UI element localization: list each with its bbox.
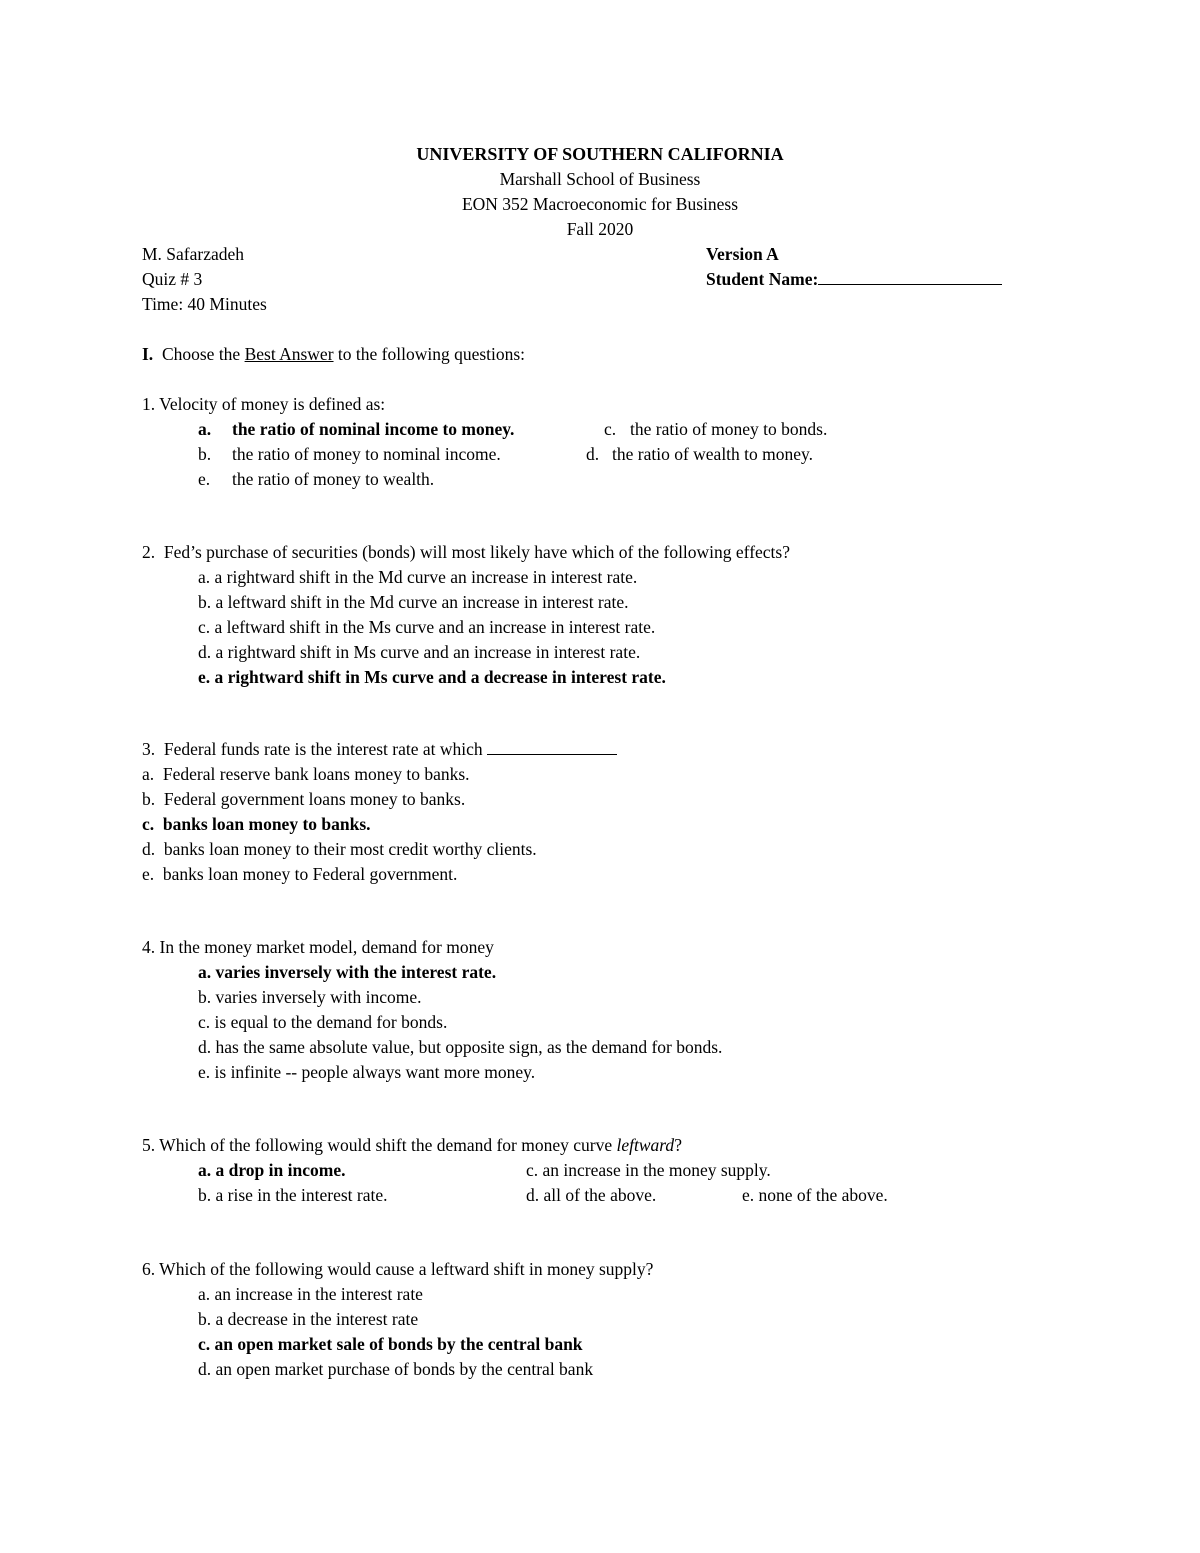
q2-option-b: b. a leftward shift in the Md curve an increase in interest rate.: [198, 592, 629, 612]
q1-option-a: the ratio of nominal income to money.: [232, 419, 515, 439]
time-limit: Time: 40 Minutes: [142, 294, 267, 314]
q1-option-c-letter: c.: [604, 419, 617, 439]
q3-answer-blank: [487, 738, 617, 755]
version-label: Version A: [706, 244, 779, 264]
instructor: M. Safarzadeh: [142, 244, 245, 264]
q2-option-a: a. a rightward shift in the Md curve an increase in interest rate.: [198, 567, 638, 587]
q4-option-e: e. is infinite -- people always want more money.: [198, 1062, 536, 1082]
q6-option-a: a. an increase in the interest rate: [198, 1284, 423, 1304]
q3-option-e: e. banks loan money to Federal government.: [142, 864, 458, 884]
q4-option-b: b. varies inversely with income.: [198, 987, 422, 1007]
student-name-label: Student Name:: [706, 269, 819, 289]
instruction-emphasis: Best Answer: [244, 344, 334, 364]
q5-option-b: b. a rise in the interest rate.: [198, 1185, 388, 1205]
q3-option-c: c. banks loan money to banks.: [142, 814, 371, 834]
q5-option-c: c. an increase in the money supply.: [526, 1160, 771, 1180]
q3-option-b: b. Federal government loans money to banks.: [142, 789, 466, 809]
university-title: UNIVERSITY OF SOUTHERN CALIFORNIA: [416, 144, 784, 164]
q1-option-b: the ratio of money to nominal income.: [232, 444, 501, 464]
school-name: Marshall School of Business: [499, 169, 701, 189]
q1-option-d: the ratio of wealth to money.: [612, 444, 814, 464]
question-1-text: 1. Velocity of money is defined as:: [142, 394, 386, 414]
quiz-number: Quiz # 3: [142, 269, 203, 289]
q1-option-e: the ratio of money to wealth.: [232, 469, 435, 489]
q5-option-e: e. none of the above.: [742, 1185, 888, 1205]
q2-option-e: e. a rightward shift in Ms curve and a decrease in interest rate.: [198, 667, 666, 687]
question-2-text: 2. Fed’s purchase of securities (bonds) will most likely have which of the following effects?: [142, 542, 790, 562]
student-name-field: [706, 268, 1002, 290]
question-3-text: [142, 738, 617, 760]
q6-option-b: b. a decrease in the interest rate: [198, 1309, 419, 1329]
q5-prompt: 5. Which of the following would shift the demand for money curve: [142, 1135, 617, 1155]
q3-prompt: 3. Federal funds rate is the interest rate at which: [142, 739, 488, 759]
q5-emphasis: leftward: [616, 1135, 675, 1155]
q2-option-d: d. a rightward shift in Ms curve and an increase in interest rate.: [198, 642, 641, 662]
q6-option-d: d. an open market purchase of bonds by the central bank: [198, 1359, 594, 1379]
q1-option-e-letter: e.: [198, 469, 211, 489]
q2-option-c: c. a leftward shift in the Ms curve and an increase in interest rate.: [198, 617, 656, 637]
question-4-text: 4. In the money market model, demand for money: [142, 937, 494, 957]
instruction-prefix: Choose the: [161, 344, 245, 364]
q1-option-d-letter: d.: [586, 444, 600, 464]
q5-option-a: a. a drop in income.: [198, 1160, 346, 1180]
q1-option-c: the ratio of money to bonds.: [630, 419, 828, 439]
section-number: I.: [142, 344, 154, 364]
q1-option-b-letter: b.: [198, 444, 212, 464]
q4-option-c: c. is equal to the demand for bonds.: [198, 1012, 448, 1032]
q6-option-c: c. an open market sale of bonds by the central bank: [198, 1334, 583, 1354]
student-name-blank: [818, 268, 1002, 285]
q4-option-a: a. varies inversely with the interest rate.: [198, 962, 497, 982]
instruction-suffix: to the following questions:: [333, 344, 526, 364]
course-name: EON 352 Macroeconomic for Business: [461, 194, 739, 214]
section-instruction: [142, 343, 525, 365]
q4-option-d: d. has the same absolute value, but opposite sign, as the demand for bonds.: [198, 1037, 723, 1057]
q3-option-d: d. banks loan money to their most credit worthy clients.: [142, 839, 537, 859]
q5-option-d: d. all of the above.: [526, 1185, 657, 1205]
q3-option-a: a. Federal reserve bank loans money to banks.: [142, 764, 470, 784]
term: Fall 2020: [566, 219, 634, 239]
question-6-text: 6. Which of the following would cause a leftward shift in money supply?: [142, 1259, 654, 1279]
q1-option-a-letter: a.: [198, 419, 212, 439]
q5-suffix: ?: [674, 1135, 682, 1155]
question-5-text: [142, 1134, 682, 1156]
